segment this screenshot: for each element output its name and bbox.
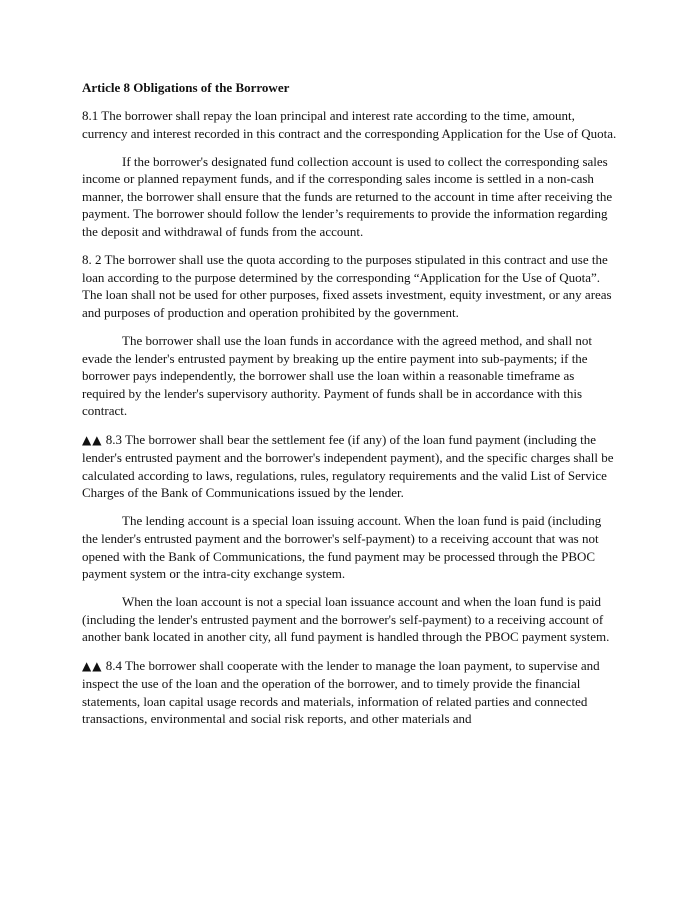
clause-8-2: [82, 251, 617, 321]
clause-8-3-note-2: [82, 593, 617, 646]
clause-text: The lending account is a special loan issuing account. When the loan fund is paid (including the lender's entrusted payment and the borrower's self-payment) to a receiving account that was not opened with the Bank of Communications, the fund payment may be processed through the PBOC payment system or the intra-city exchange system.: [82, 513, 602, 582]
clause-8-3: [82, 431, 617, 502]
clause-text: 8.1 The borrower shall repay the loan principal and interest rate according to the time, amount, currency and interest recorded in this contract and the corresponding Application for the Use of Quota.: [82, 108, 617, 141]
clause-text: When the loan account is not a special loan issuance account and when the loan fund is paid (including the lender's entrusted payment and the borrower's self-payment) to a receiving account of another bank located in another city, all fund payment is handled through the PBOC payment system.: [82, 594, 610, 645]
article-heading: Article 8 Obligations of the Borrower: [82, 80, 290, 95]
clause-8-2-note: [82, 332, 617, 420]
clause-text: 8. 2 The borrower shall use the quota according to the purposes stipulated in this contract and use the loan according to the purpose determined by the corresponding “Application for the Use of Quota”. The loan shall not be used for other purposes, fixed assets investment, equity investment, or any areas and purposes of production and operation prohibited by the government.: [82, 252, 612, 320]
clause-8-1: [82, 107, 617, 142]
triangle-marker-icon: ▲▲: [82, 432, 103, 447]
clause-text: 8.3 The borrower shall bear the settlement fee (if any) of the loan fund payment (including the lender's entrusted payment and the borrower's independent payment), and the specific charges shall be calculated according to laws, regulations, rules, regulatory requirements and the valid List of Service Charges of the Bank of Communications issued by the lender.: [82, 431, 614, 501]
clause-8-3-note-1: [82, 512, 617, 582]
clause-text: The borrower shall use the loan funds in accordance with the agreed method, and shall not evade the lender's entrusted payment by breaking up the entire payment into sub-payments; if the borrower pays independently, the borrower shall use the loan within a reasonable timeframe as required by the lender's supervisory authority. Payment of funds shall be in accordance with this contract.: [82, 333, 593, 419]
triangle-marker-icon: ▲▲: [82, 658, 103, 673]
clause-text: If the borrower's designated fund collection account is used to collect the corresponding sales income or planned repayment funds, and if the corresponding sales income is settled in a non-cash manner, the borrower shall ensure that the funds are returned to the account in time after receiving the payment. The borrower should follow the lender’s requirements to provide the information regarding the deposit and withdrawal of funds from the account.: [82, 153, 613, 240]
clause-8-1-note: [82, 153, 617, 241]
document-page: [82, 79, 617, 738]
clause-text: 8.4 The borrower shall cooperate with the lender to manage the loan payment, to supervise and inspect the use of the loan and the operation of the borrower, and to timely provide the financial statements, loan capital usage records and materials, information of related parties and connected transactions, environmental and social risk reports, and other materials and: [82, 657, 600, 727]
clause-8-4: [82, 657, 617, 728]
